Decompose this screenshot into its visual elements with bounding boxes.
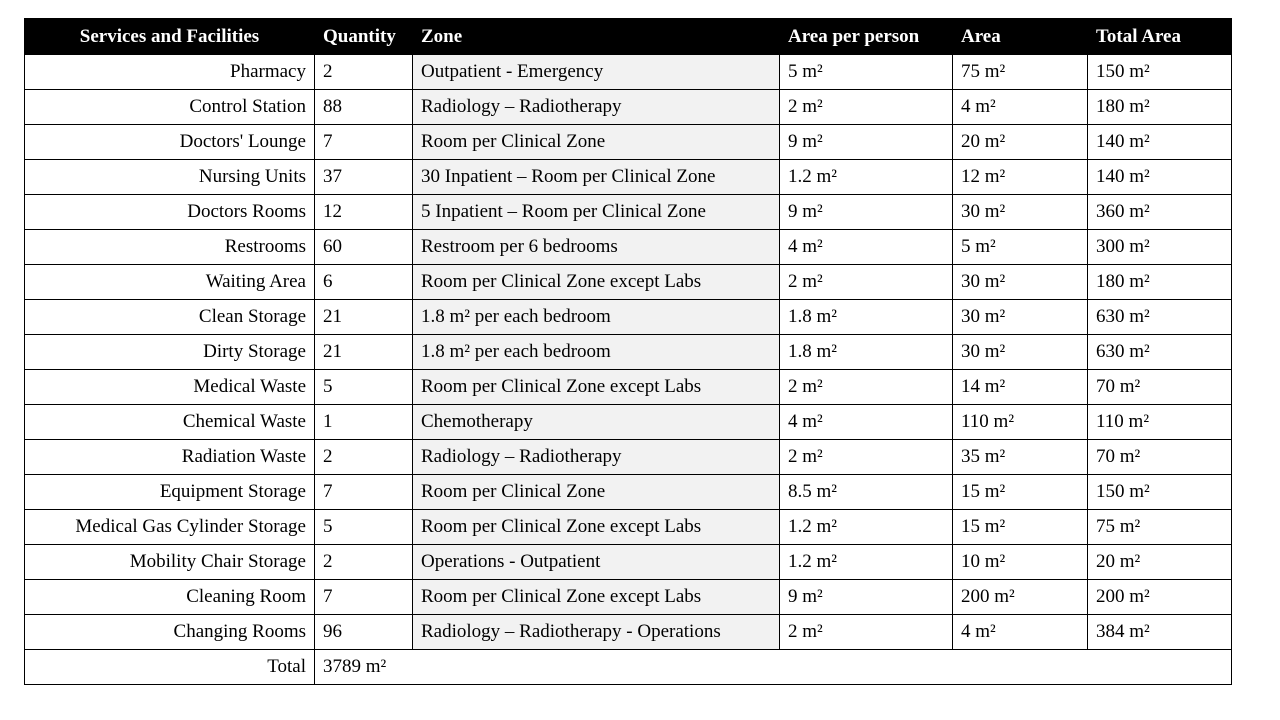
cell-zone: Restroom per 6 bedrooms xyxy=(413,230,780,265)
cell-service: Equipment Storage xyxy=(25,475,315,510)
cell-zone: Operations - Outpatient xyxy=(413,545,780,580)
cell-area-per-person: 8.5 m² xyxy=(780,475,953,510)
cell-area: 30 m² xyxy=(953,195,1088,230)
table-row xyxy=(25,160,1232,195)
cell-quantity: 60 xyxy=(315,230,413,265)
table-row xyxy=(25,475,1232,510)
cell-area-per-person: 1.8 m² xyxy=(780,300,953,335)
cell-area-per-person: 2 m² xyxy=(780,265,953,300)
cell-area: 35 m² xyxy=(953,440,1088,475)
cell-service: Control Station xyxy=(25,90,315,125)
cell-zone: 5 Inpatient – Room per Clinical Zone xyxy=(413,195,780,230)
table-row xyxy=(25,545,1232,580)
cell-area: 4 m² xyxy=(953,90,1088,125)
cell-zone: 1.8 m² per each bedroom xyxy=(413,300,780,335)
cell-area-per-person: 1.8 m² xyxy=(780,335,953,370)
header-area: Area xyxy=(953,19,1088,55)
cell-service: Chemical Waste xyxy=(25,405,315,440)
cell-service: Waiting Area xyxy=(25,265,315,300)
cell-area-per-person: 1.2 m² xyxy=(780,545,953,580)
cell-zone: Outpatient - Emergency xyxy=(413,55,780,90)
cell-total-area: 300 m² xyxy=(1088,230,1232,265)
table-row xyxy=(25,55,1232,90)
table-row xyxy=(25,335,1232,370)
header-quantity: Quantity xyxy=(315,19,413,55)
cell-zone: Chemotherapy xyxy=(413,405,780,440)
cell-quantity: 1 xyxy=(315,405,413,440)
cell-service: Doctors' Lounge xyxy=(25,125,315,160)
cell-quantity: 5 xyxy=(315,510,413,545)
cell-total-area: 140 m² xyxy=(1088,160,1232,195)
cell-area-per-person: 9 m² xyxy=(780,195,953,230)
cell-total-area: 110 m² xyxy=(1088,405,1232,440)
cell-zone: Radiology – Radiotherapy - Operations xyxy=(413,615,780,650)
cell-area-per-person: 2 m² xyxy=(780,440,953,475)
total-value: 3789 m² xyxy=(315,650,1232,685)
cell-area: 110 m² xyxy=(953,405,1088,440)
cell-zone: Radiology – Radiotherapy xyxy=(413,440,780,475)
cell-service: Clean Storage xyxy=(25,300,315,335)
cell-area: 15 m² xyxy=(953,475,1088,510)
cell-zone: Room per Clinical Zone except Labs xyxy=(413,510,780,545)
cell-area-per-person: 1.2 m² xyxy=(780,160,953,195)
cell-service: Radiation Waste xyxy=(25,440,315,475)
table-row xyxy=(25,440,1232,475)
cell-total-area: 140 m² xyxy=(1088,125,1232,160)
table-row xyxy=(25,300,1232,335)
cell-area-per-person: 9 m² xyxy=(780,125,953,160)
cell-total-area: 630 m² xyxy=(1088,300,1232,335)
table-row xyxy=(25,265,1232,300)
table-row xyxy=(25,510,1232,545)
cell-service: Doctors Rooms xyxy=(25,195,315,230)
cell-area: 30 m² xyxy=(953,265,1088,300)
cell-area: 20 m² xyxy=(953,125,1088,160)
header-total-area: Total Area xyxy=(1088,19,1232,55)
facilities-table xyxy=(24,18,1232,685)
cell-service: Pharmacy xyxy=(25,55,315,90)
table-row xyxy=(25,195,1232,230)
total-label: Total xyxy=(25,650,315,685)
cell-zone: 30 Inpatient – Room per Clinical Zone xyxy=(413,160,780,195)
cell-service: Mobility Chair Storage xyxy=(25,545,315,580)
cell-area: 10 m² xyxy=(953,545,1088,580)
header-area-per-person: Area per person xyxy=(780,19,953,55)
cell-area: 15 m² xyxy=(953,510,1088,545)
cell-total-area: 75 m² xyxy=(1088,510,1232,545)
cell-quantity: 21 xyxy=(315,300,413,335)
header-zone: Zone xyxy=(413,19,780,55)
cell-area-per-person: 4 m² xyxy=(780,230,953,265)
cell-zone: Room per Clinical Zone except Labs xyxy=(413,370,780,405)
cell-quantity: 5 xyxy=(315,370,413,405)
cell-total-area: 200 m² xyxy=(1088,580,1232,615)
cell-area: 5 m² xyxy=(953,230,1088,265)
cell-service: Cleaning Room xyxy=(25,580,315,615)
cell-total-area: 70 m² xyxy=(1088,370,1232,405)
cell-area-per-person: 4 m² xyxy=(780,405,953,440)
cell-area: 30 m² xyxy=(953,300,1088,335)
cell-area-per-person: 5 m² xyxy=(780,55,953,90)
cell-zone: 1.8 m² per each bedroom xyxy=(413,335,780,370)
cell-zone: Room per Clinical Zone except Labs xyxy=(413,580,780,615)
cell-area-per-person: 2 m² xyxy=(780,615,953,650)
cell-area: 75 m² xyxy=(953,55,1088,90)
cell-total-area: 20 m² xyxy=(1088,545,1232,580)
cell-quantity: 37 xyxy=(315,160,413,195)
cell-total-area: 630 m² xyxy=(1088,335,1232,370)
cell-area: 4 m² xyxy=(953,615,1088,650)
table-row xyxy=(25,615,1232,650)
cell-quantity: 7 xyxy=(315,580,413,615)
cell-total-area: 180 m² xyxy=(1088,265,1232,300)
cell-quantity: 6 xyxy=(315,265,413,300)
table-body xyxy=(25,55,1232,685)
cell-service: Nursing Units xyxy=(25,160,315,195)
table-row xyxy=(25,405,1232,440)
cell-quantity: 7 xyxy=(315,125,413,160)
cell-quantity: 88 xyxy=(315,90,413,125)
cell-quantity: 21 xyxy=(315,335,413,370)
cell-quantity: 7 xyxy=(315,475,413,510)
cell-area: 14 m² xyxy=(953,370,1088,405)
header-services: Services and Facilities xyxy=(25,19,315,55)
cell-quantity: 2 xyxy=(315,545,413,580)
cell-zone: Room per Clinical Zone xyxy=(413,475,780,510)
cell-area-per-person: 9 m² xyxy=(780,580,953,615)
cell-total-area: 360 m² xyxy=(1088,195,1232,230)
cell-quantity: 96 xyxy=(315,615,413,650)
table-row xyxy=(25,370,1232,405)
cell-zone: Room per Clinical Zone xyxy=(413,125,780,160)
header-row xyxy=(25,19,1232,55)
cell-service: Restrooms xyxy=(25,230,315,265)
total-row xyxy=(25,650,1232,685)
cell-quantity: 2 xyxy=(315,440,413,475)
cell-area-per-person: 1.2 m² xyxy=(780,510,953,545)
cell-total-area: 70 m² xyxy=(1088,440,1232,475)
cell-quantity: 2 xyxy=(315,55,413,90)
cell-service: Medical Waste xyxy=(25,370,315,405)
cell-total-area: 180 m² xyxy=(1088,90,1232,125)
cell-service: Changing Rooms xyxy=(25,615,315,650)
cell-area-per-person: 2 m² xyxy=(780,370,953,405)
table-row xyxy=(25,230,1232,265)
table-row xyxy=(25,125,1232,160)
cell-service: Medical Gas Cylinder Storage xyxy=(25,510,315,545)
cell-total-area: 150 m² xyxy=(1088,475,1232,510)
table-row xyxy=(25,580,1232,615)
cell-area: 30 m² xyxy=(953,335,1088,370)
cell-area-per-person: 2 m² xyxy=(780,90,953,125)
cell-zone: Radiology – Radiotherapy xyxy=(413,90,780,125)
cell-total-area: 384 m² xyxy=(1088,615,1232,650)
cell-area: 12 m² xyxy=(953,160,1088,195)
facilities-table-container xyxy=(24,18,1231,685)
cell-service: Dirty Storage xyxy=(25,335,315,370)
cell-total-area: 150 m² xyxy=(1088,55,1232,90)
table-row xyxy=(25,90,1232,125)
cell-quantity: 12 xyxy=(315,195,413,230)
cell-area: 200 m² xyxy=(953,580,1088,615)
cell-zone: Room per Clinical Zone except Labs xyxy=(413,265,780,300)
